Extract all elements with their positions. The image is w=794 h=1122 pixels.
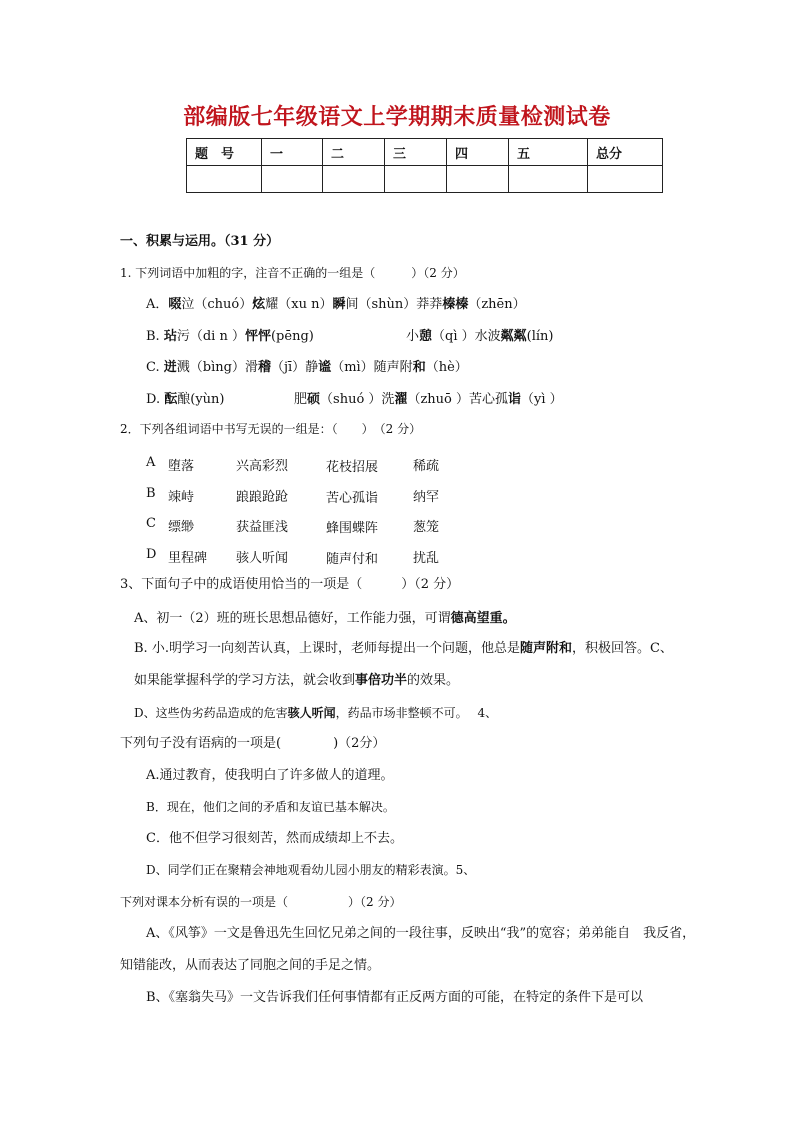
score-header-5: 五	[509, 139, 588, 166]
score-header-2: 二	[323, 139, 385, 166]
bold-char: 憩	[419, 329, 433, 344]
text: 小	[406, 329, 420, 344]
bold-char: 酝	[164, 392, 178, 407]
score-header-1: 一	[262, 139, 323, 166]
q3-option-a	[134, 610, 516, 628]
q2-row-label: B	[146, 486, 156, 501]
text: 耀（xu n）	[265, 297, 333, 312]
q5-stem: 下列对课本分析有误的一项是（ ）（2 分）	[120, 895, 402, 909]
q2-word: 扰乱	[413, 551, 440, 566]
text: 泣（chuó）	[181, 297, 253, 312]
q2-stem: 2．下列各组词语中书写无误的一组是：（ ） （2 分）	[120, 422, 422, 436]
bold-char: 濯	[394, 392, 408, 407]
text: D.	[146, 392, 165, 407]
score-header-question-no: 题 号	[187, 139, 262, 166]
q4-stem: 下列句子没有语病的一项是( )（2分）	[120, 736, 386, 751]
q2-word: 稀疏	[413, 459, 440, 474]
q2-word: 获益匪浅	[236, 520, 289, 535]
score-cell[interactable]	[262, 166, 323, 193]
bold-phrase: 随声附和	[519, 641, 572, 656]
q4-option-a: A.通过教育，使我明白了许多做人的道理。	[146, 768, 394, 783]
q4-option-b: B．现在，他们之间的矛盾和友谊已基本解决。	[146, 800, 395, 814]
text: B.	[146, 329, 164, 344]
q4-option-c: C．他不但学习很刻苦，然而成绩却上不去。	[146, 831, 403, 846]
q2-word: 苦心孤诣	[326, 491, 379, 506]
text: （shuó ）洗	[320, 392, 395, 407]
q1-option-d	[146, 391, 224, 409]
text: C.	[146, 360, 164, 375]
text: 污（di n ）	[176, 329, 245, 344]
score-cell[interactable]	[187, 166, 262, 193]
text: A．	[146, 297, 169, 312]
score-cell[interactable]	[447, 166, 509, 193]
bold-char: 炫	[252, 297, 266, 312]
q3-option-b	[134, 640, 673, 658]
text: （jī）静	[270, 360, 319, 375]
q2-word: 随声付和	[326, 552, 379, 567]
bold-char: 迸	[163, 360, 177, 375]
text: （zhuō ）苦心孤	[407, 392, 508, 407]
q2-word: 葱笼	[413, 520, 440, 535]
q5-option-a-line1: A、《风筝》一文是鲁迅先生回忆兄弟之间的一段往事，反映出“我”的宽容；弟弟能自 我反省，	[146, 926, 696, 941]
score-table	[186, 138, 663, 193]
text: B. 小.明学习一向刻苦认真，上课时，老师每提出一个问题，他总是	[134, 641, 520, 656]
score-cell[interactable]	[323, 166, 385, 193]
text: D、这些伪劣药品造成的危害	[134, 706, 288, 720]
bold-char: 榛榛	[442, 297, 469, 312]
bold-char: 稽	[257, 360, 271, 375]
bold-char: 瞬	[332, 297, 346, 312]
q2-word: 里程碑	[168, 551, 208, 566]
score-header-total: 总分	[588, 139, 663, 166]
section-heading: 一、积累与运用。（31 分）	[120, 234, 280, 249]
score-cell[interactable]	[385, 166, 447, 193]
bold-char: 硕	[307, 392, 321, 407]
q3-stem: 3、下面句子中的成语使用恰当的一项是（ ）（2 分）	[120, 577, 460, 592]
q1-option-c	[146, 359, 468, 377]
q2-word: 兴高彩烈	[236, 459, 289, 474]
score-table-header-row	[187, 139, 663, 166]
q2-word: 骇人听闻	[236, 551, 289, 566]
q1-option-b	[146, 328, 314, 346]
text: (lín)	[526, 329, 554, 344]
text: （qì ）水波	[432, 329, 501, 344]
bold-char: 和	[412, 360, 426, 375]
bold-phrase: 事倍功半	[355, 673, 408, 688]
bold-char: 玷	[163, 329, 177, 344]
bold-char: 怦怦	[244, 329, 271, 344]
q4-option-d: D、同学们正在聚精会神地观看幼儿园小朋友的精彩表演。5、	[146, 863, 476, 877]
text: （yì ）	[521, 392, 563, 407]
bold-char: 啜	[168, 297, 182, 312]
text: ，积极回答。C、	[571, 641, 673, 656]
q2-row-label: D	[146, 547, 157, 562]
q2-row-label: C	[146, 516, 156, 531]
q5-option-b-line1: B、《塞翁失马》一文告诉我们任何事情都有正反两方面的可能，在特定的条件下是可以	[146, 990, 644, 1005]
q2-word: 花枝招展	[326, 460, 379, 475]
q2-word: 踉踉跄跄	[236, 490, 289, 505]
text: （zhēn）	[468, 297, 526, 312]
score-cell[interactable]	[509, 166, 588, 193]
text: 肥	[294, 392, 308, 407]
bold-phrase: 德高望重。	[450, 611, 516, 626]
q3-option-d	[134, 704, 497, 722]
q2-word: 纳罕	[413, 490, 440, 505]
text: A、初一（2）班的班长思想品德好，工作能力强，可谓	[134, 611, 451, 626]
q2-word: 竦峙	[168, 490, 195, 505]
bold-char: 谧	[318, 360, 332, 375]
q2-word: 缥缈	[168, 520, 195, 535]
q5-option-a-line2: 知错能改，从而表达了同胞之间的手足之情。	[120, 958, 381, 973]
q1-option-b-cont	[406, 328, 554, 346]
q2-row-label: A	[146, 455, 156, 470]
text: 间（shùn）莽莽	[345, 297, 443, 312]
bold-char: 诣	[508, 392, 522, 407]
score-cell[interactable]	[588, 166, 663, 193]
text: (pēng)	[270, 329, 314, 344]
score-header-3: 三	[385, 139, 447, 166]
text: 的效果。	[407, 673, 460, 688]
q2-word: 堕落	[168, 459, 195, 474]
exam-title: 部编版七年级语文上学期期末质量检测试卷	[183, 105, 611, 130]
score-table-blank-row	[187, 166, 663, 193]
q1-option-a	[146, 296, 526, 314]
text: 如果能掌握科学的学习方法，就会收到	[134, 673, 356, 688]
q3-option-c	[134, 672, 459, 690]
text: （hè）	[425, 360, 468, 375]
bold-phrase: 骇人听闻	[287, 706, 336, 720]
q1-option-d-cont	[294, 391, 563, 409]
text: （mì）随声附	[331, 360, 413, 375]
q1-stem: 1. 下列词语中加粗的字，注音不正确的一组是（ ）（2 分）	[120, 266, 465, 280]
text: 溅（bìng）滑	[176, 360, 258, 375]
text: ，药品市场非整顿不可。 4、	[335, 706, 498, 720]
text: 酿(yùn)	[177, 392, 225, 407]
bold-char: 粼粼	[500, 329, 527, 344]
score-header-4: 四	[447, 139, 509, 166]
q2-word: 蜂围蝶阵	[326, 521, 379, 536]
